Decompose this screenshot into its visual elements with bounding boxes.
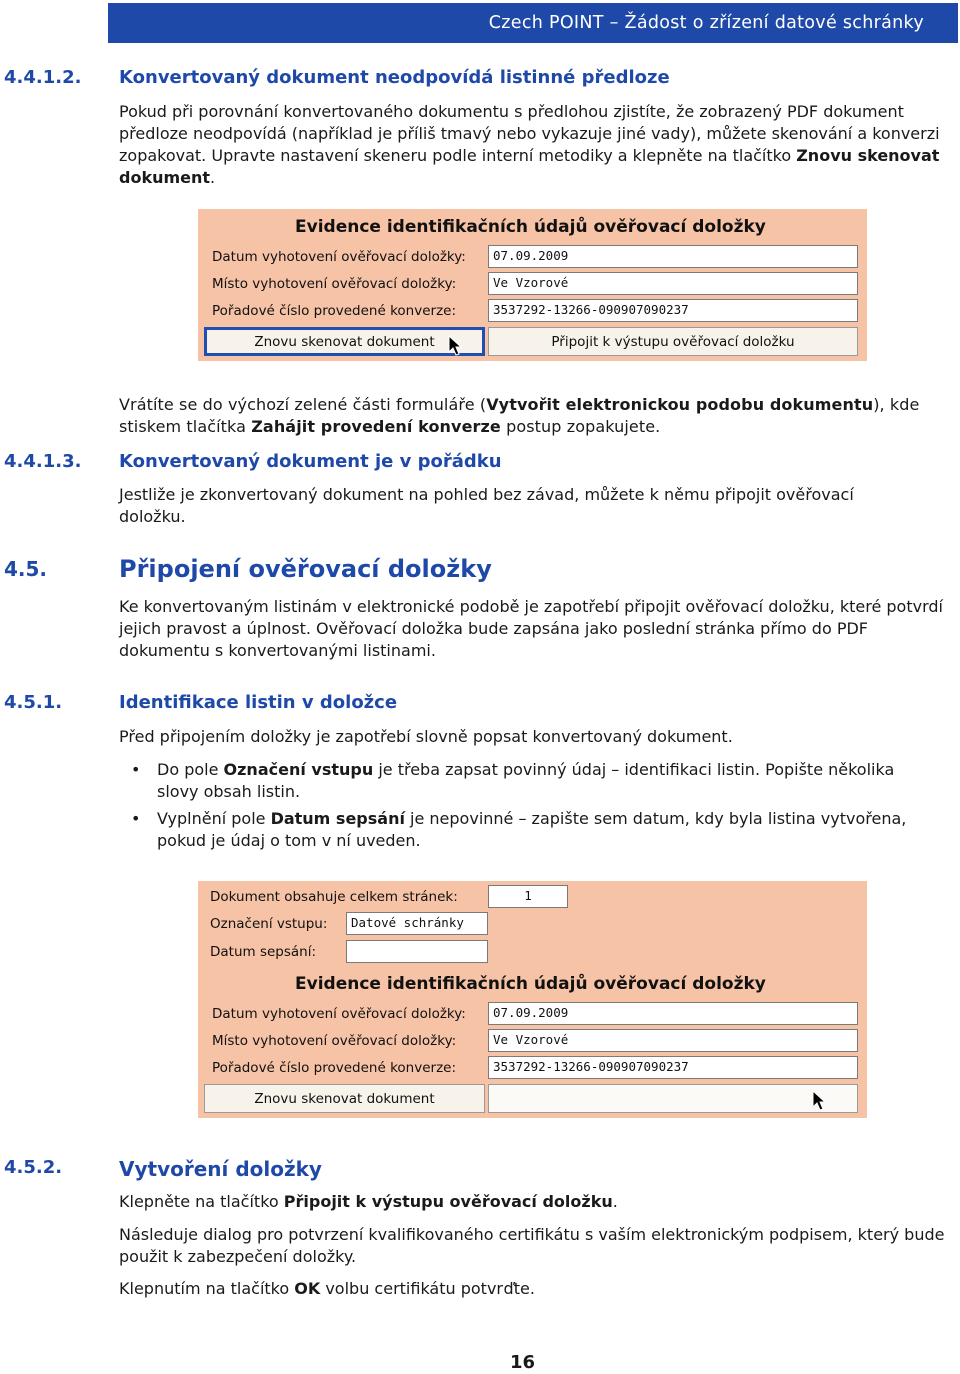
paragraph-text: volbu certifikátu potvrďte. [320,1279,535,1298]
section-heading: Konvertovaný dokument je v pořádku [119,451,502,472]
form-label: Dokument obsahuje celkem stránek: [210,889,458,905]
section-heading: Konvertovaný dokument neodpovídá listinné předloze [119,67,670,88]
section-number: 4.5. [4,557,48,581]
place-field[interactable]: Ve Vzorové [488,1029,858,1052]
mouse-cursor-icon [812,1090,826,1112]
list-text: je nepovinné – zapište sem datum, kdy byla listina vytvořena, pokud je údaj o tom v ní uveden. [157,809,907,850]
form-label: Označení vstupu: [210,916,328,932]
order-number-field[interactable]: 3537292-13266-090907090237 [488,299,858,322]
form-label: Datum sepsání: [210,944,317,960]
section-heading: Identifikace listin v doložce [119,692,398,713]
place-field[interactable]: Ve Vzorové [488,272,858,295]
list-text: je třeba zapsat povinný údaj – identifikaci listin. Popište několika slovy obsah listin. [157,760,895,801]
paragraph-text: ), kde stiskem tlačítka [119,395,920,436]
date-field[interactable]: 07.09.2009 [488,245,858,268]
paragraph [119,1278,949,1300]
paragraph-bold: Vytvořit elektronickou podobu dokumentu [486,395,874,414]
paragraph-text: . [210,168,216,187]
input-designation-field[interactable]: Datové schránky [346,912,488,935]
form-screenshot [198,881,867,1118]
mouse-cursor-icon [448,335,462,357]
list-bold: Datum sepsání [270,809,405,828]
document-header [108,3,958,43]
paragraph-bold: Zahájit provedení konverze [251,417,501,436]
paragraph-text: Pokud při porovnání konvertovaného dokumentu s předlohou zjistíte, že zobrazený PDF dokument předloze neodpovídá (například je příliš tmavý nebo vykazuje jiné vady), můžete skenování a konverzi zopakovat. Upravte nastavení skeneru podle interní metodiky a klepněte na tlačítko [119,102,940,165]
list-bold: Označení vstupu [223,760,374,779]
paragraph: Ke konvertovaným listinám v elektronické podobě je zapotřebí připojit ověřovací doložku, které potvrdí jejich pravost a úplnost. Ověřovací doložka bude zapsána jako poslední stránka přímo do PDF dokumentu s konvertovanými listinami. [119,597,943,660]
form-title: Evidence identifikačních údajů ověřovací doložky [295,974,766,994]
list-text: Vyplnění pole [157,809,271,828]
written-date-field[interactable] [346,940,488,963]
paragraph-text: Vrátíte se do výchozí zelené části formuláře ( [119,395,487,414]
page-number: 16 [510,1352,536,1373]
paragraph-text: postup zopakujete. [500,417,661,436]
form-screenshot [198,209,867,361]
attach-clause-button-highlighted[interactable] [488,1084,858,1113]
paragraph [119,101,949,189]
paragraph [119,1191,949,1213]
paragraph-bold: Připojit k výstupu ověřovací doložku [283,1192,613,1211]
list-text: Do pole [157,760,224,779]
rescan-button[interactable]: Znovu skenovat dokument [204,1084,485,1113]
form-label: Místo vyhotovení ověřovací doložky: [212,1033,457,1049]
section-heading: Připojení ověřovací doložky [119,555,492,583]
rescan-button[interactable]: Znovu skenovat dokument [204,327,485,356]
form-label: Místo vyhotovení ověřovací doložky: [212,276,457,292]
paragraph-text: Klepnutím na tlačítko [119,1279,295,1298]
form-label: Pořadové číslo provedené konverze: [212,303,457,319]
paragraph: Jestliže je zkonvertovaný dokument na pohled bez závad, můžete k němu připojit ověřovací doložku. [119,485,854,526]
order-number-field[interactable]: 3537292-13266-090907090237 [488,1056,858,1079]
form-label: Datum vyhotovení ověřovací doložky: [212,1006,466,1022]
paragraph-text: Klepněte na tlačítko [119,1192,284,1211]
list-item [119,759,919,803]
section-number: 4.4.1.3. [4,451,82,472]
page-count-field[interactable]: 1 [488,885,568,908]
header-title: Czech POINT – Žádost o zřízení datové schránky [488,13,924,33]
paragraph: Následuje dialog pro potvrzení kvalifikovaného certifikátu s vaším elektronickým podpisem, který bude použit k zabezpečení doložky. [119,1225,945,1266]
form-label: Datum vyhotovení ověřovací doložky: [212,249,466,265]
list-item [119,808,919,852]
section-heading: Vytvoření doložky [119,1157,322,1181]
section-number: 4.4.1.2. [4,67,82,88]
attach-clause-button[interactable]: Připojit k výstupu ověřovací doložku [488,327,858,356]
paragraph-bold: OK [294,1279,321,1298]
paragraph: Před připojením doložky je zapotřebí slovně popsat konvertovaný dokument. [119,727,733,746]
date-field[interactable]: 07.09.2009 [488,1002,858,1025]
section-number: 4.5.2. [4,1157,63,1178]
paragraph-text: . [612,1192,618,1211]
paragraph [119,394,949,438]
section-number: 4.5.1. [4,692,63,713]
form-label: Pořadové číslo provedené konverze: [212,1060,457,1076]
paragraph-bold: Znovu skenovat dokument [119,146,940,187]
bullet-list [119,759,919,857]
form-title: Evidence identifikačních údajů ověřovací doložky [295,217,766,237]
